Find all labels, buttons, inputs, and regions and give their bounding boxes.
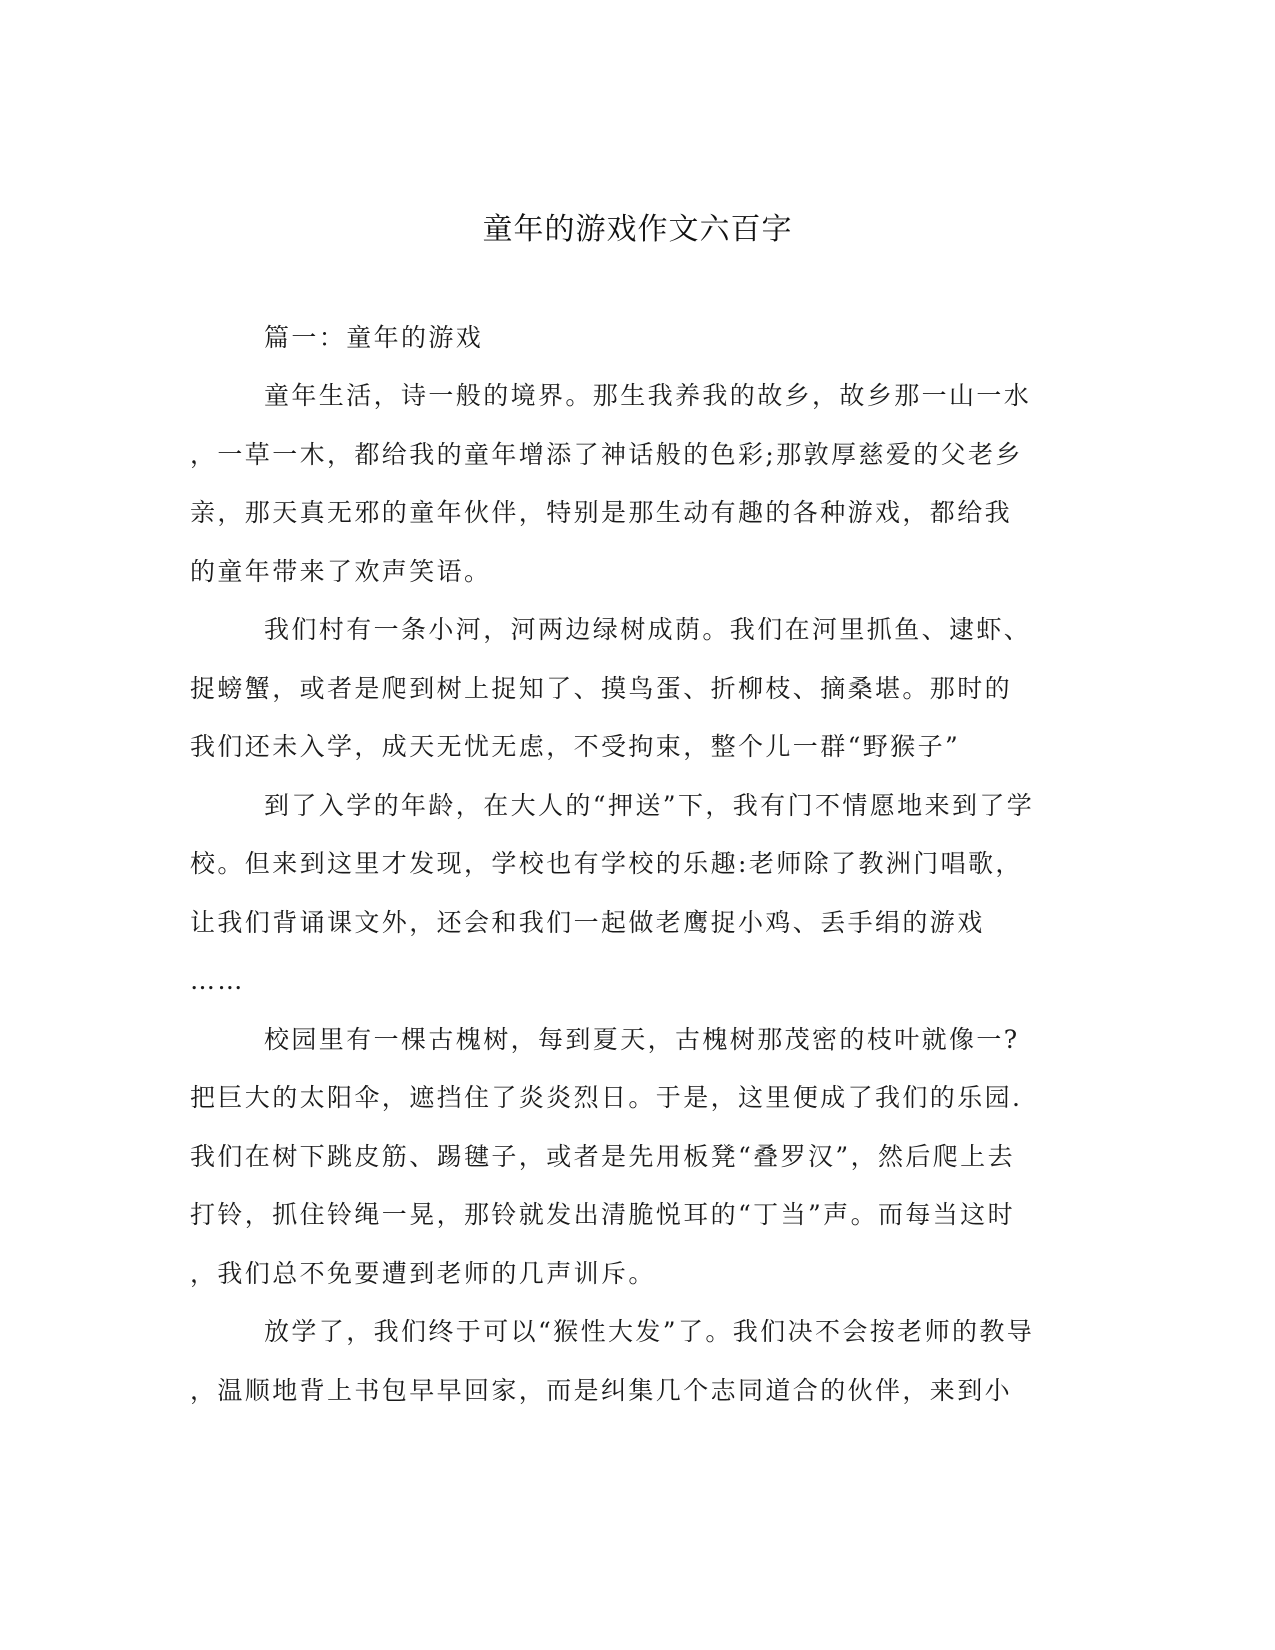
paragraph-line: 亲，那天真无邪的童年伙伴，特别是那生动有趣的各种游戏，都给我: [190, 498, 1013, 527]
paragraph-line: 我们村有一条小河，河两边绿树成荫。我们在河里抓鱼、逮虾、: [264, 615, 1032, 644]
paragraph-line: 让我们背诵课文外，还会和我们一起做老鹰捉小鸡、丢手绢的游戏: [190, 908, 985, 937]
paragraph-line: 打铃，抓住铃绳一晃，那铃就发出清脆悦耳的“丁当”声。而每当这时: [190, 1200, 1015, 1229]
paragraph-line: 校园里有一棵古槐树，每到夏天，古槐树那茂密的枝叶就像一?: [264, 1025, 1020, 1054]
paragraph-line: 到了入学的年龄，在大人的“押送”下，我有门不情愿地来到了学: [264, 791, 1035, 820]
paragraph-line: 把巨大的太阳伞，遮挡住了炎炎烈日。于是，这里便成了我们的乐园.: [190, 1083, 1023, 1112]
paragraph-line: ，一草一木，都给我的童年增添了神话般的色彩;那敦厚慈爱的父老乡: [190, 440, 1023, 469]
paragraph-line: 放学了，我们终于可以“猴性大发”了。我们决不会按老师的教导: [264, 1317, 1035, 1346]
paragraph-line: 我们在树下跳皮筋、踢毽子，或者是先用板凳“叠罗汉”，然后爬上去: [190, 1142, 1015, 1171]
paragraph-line: 我们还未入学，成天无忧无虑，不受拘束，整个儿一群“野猴子”: [190, 732, 961, 761]
paragraph-line: 的童年带来了欢声笑语。: [190, 557, 492, 586]
paragraph-line: 捉螃蟹，或者是爬到树上捉知了、摸鸟蛋、折柳枝、摘桑堪。那时的: [190, 674, 1013, 703]
paragraph-line: ，我们总不免要遭到老师的几声训斥。: [190, 1259, 656, 1288]
paragraph-line: ，温顺地背上书包早早回家，而是纠集几个志同道合的伙伴，来到小: [190, 1376, 1013, 1405]
paragraph-line: ……: [190, 966, 245, 995]
paragraph-line: 校。但来到这里才发现，学校也有学校的乐趣:老师除了教洲门唱歌，: [190, 849, 1023, 878]
section-heading: 篇一：童年的游戏: [264, 323, 484, 352]
document-title: 童年的游戏作文六百字: [482, 212, 793, 247]
paragraph-line: 童年生活，诗一般的境界。那生我养我的故乡，故乡那一山一水: [264, 381, 1032, 410]
